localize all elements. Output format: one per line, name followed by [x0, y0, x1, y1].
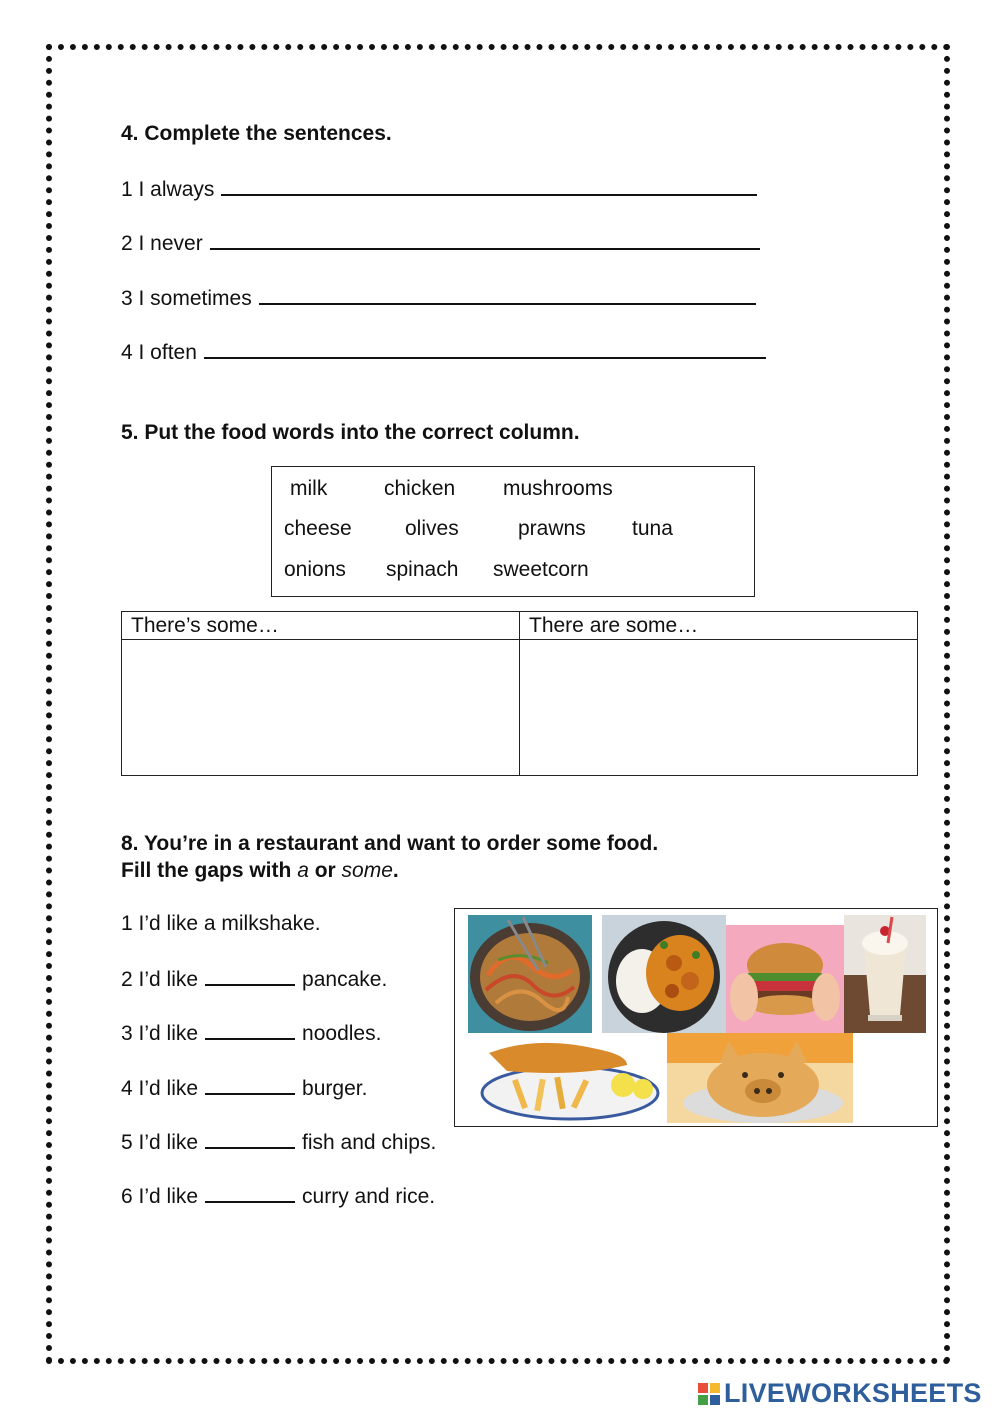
- logo-mark-icon: [698, 1383, 720, 1405]
- order-prefix: 4 I’d like: [121, 1077, 199, 1100]
- section-5-heading: 5. Put the food words into the correct column.: [121, 421, 580, 444]
- answer-blank[interactable]: [221, 174, 757, 196]
- sentence-line-4: [121, 337, 766, 367]
- sentence-line-3: [121, 283, 756, 313]
- noodles-picture: [468, 915, 592, 1033]
- word-item[interactable]: prawns: [518, 517, 586, 540]
- order-prefix: 3 I’d like: [121, 1022, 199, 1045]
- section-8-heading-line-2: [121, 857, 399, 885]
- section-8-heading-line-1: 8. You’re in a restaurant and want to order some food.: [121, 832, 659, 855]
- answer-blank[interactable]: [205, 964, 295, 986]
- order-line-5: [121, 1127, 436, 1157]
- instruction-text: .: [392, 859, 399, 882]
- column-header-some-uncountable: There’s some…: [122, 612, 520, 640]
- food-pictures: [454, 908, 938, 1127]
- order-example-line: 1 I’d like a milkshake.: [121, 912, 321, 935]
- answer-blank[interactable]: [204, 337, 766, 359]
- instruction-option-some: some: [341, 859, 393, 882]
- order-suffix: noodles.: [302, 1022, 382, 1045]
- word-item[interactable]: cheese: [284, 517, 352, 540]
- instruction-text: or: [308, 859, 342, 882]
- order-line-3: [121, 1018, 381, 1048]
- sentence-line-2: [121, 228, 760, 258]
- answer-blank[interactable]: [259, 283, 756, 305]
- logo-text: LIVEWORKSHEETS: [724, 1378, 982, 1408]
- instruction-text: Fill the gaps with: [121, 859, 298, 882]
- answer-blank[interactable]: [210, 228, 760, 250]
- word-item[interactable]: tuna: [632, 517, 673, 540]
- word-item[interactable]: mushrooms: [503, 477, 613, 500]
- answer-blank[interactable]: [205, 1073, 295, 1095]
- order-prefix: 2 I’d like: [121, 968, 199, 991]
- drop-zone-there-is-some[interactable]: [122, 640, 520, 776]
- word-item[interactable]: chicken: [384, 477, 456, 500]
- sentence-prefix: 2 I never: [121, 232, 203, 255]
- sentence-prefix: 3 I sometimes: [121, 287, 252, 310]
- pancake-picture: [667, 1033, 853, 1123]
- answer-blank[interactable]: [205, 1181, 295, 1203]
- word-item[interactable]: spinach: [386, 558, 459, 581]
- order-suffix: fish and chips.: [302, 1131, 437, 1154]
- column-header-some-plural: There are some…: [520, 612, 918, 640]
- sentence-line-1: [121, 174, 757, 204]
- instruction-option-a: a: [297, 859, 309, 882]
- order-prefix: 5 I’d like: [121, 1131, 199, 1154]
- burger-picture: [726, 925, 844, 1033]
- word-bank: [271, 466, 755, 597]
- word-item[interactable]: olives: [405, 517, 459, 540]
- liveworksheets-logo: [698, 1378, 982, 1409]
- order-line-4: [121, 1073, 367, 1103]
- curry-and-rice-picture: [602, 915, 726, 1033]
- answer-blank[interactable]: [205, 1018, 295, 1040]
- order-prefix: 6 I’d like: [121, 1185, 199, 1208]
- sentence-prefix: 4 I often: [121, 341, 197, 364]
- order-suffix: pancake.: [302, 968, 388, 991]
- drop-zone-there-are-some[interactable]: [520, 640, 918, 776]
- word-item[interactable]: milk: [290, 477, 328, 500]
- word-item[interactable]: sweetcorn: [493, 558, 589, 581]
- order-suffix: curry and rice.: [302, 1185, 436, 1208]
- section-4-heading: 4. Complete the sentences.: [121, 122, 392, 145]
- fish-and-chips-picture: [477, 1035, 663, 1123]
- order-line-2: [121, 964, 387, 994]
- sentence-prefix: 1 I always: [121, 178, 215, 201]
- order-suffix: burger.: [302, 1077, 368, 1100]
- answer-blank[interactable]: [205, 1127, 295, 1149]
- sorting-table: [121, 611, 918, 776]
- milkshake-picture: [844, 915, 926, 1033]
- order-line-6: [121, 1181, 435, 1211]
- word-item[interactable]: onions: [284, 558, 346, 581]
